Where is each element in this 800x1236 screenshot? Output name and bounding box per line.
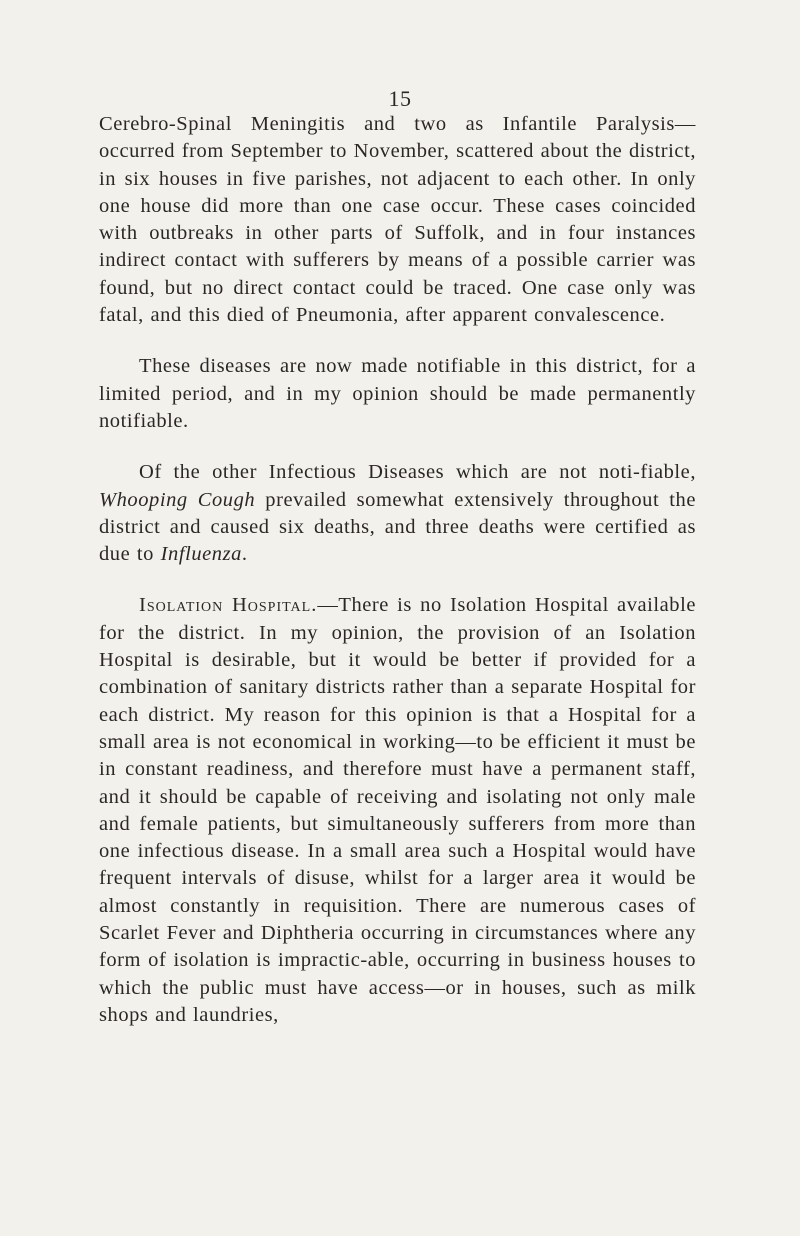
paragraph-other-diseases-text-3: .	[241, 543, 248, 566]
influenza-term: Influenza	[160, 543, 242, 566]
body-text	[99, 111, 696, 1053]
paragraph-other-diseases-text-1: Of the other Infectious Diseases which are not noti-fiable,	[139, 461, 696, 484]
whooping-cough-term: Whooping Cough	[99, 488, 256, 511]
paragraph-meningitis: Cerebro-Spinal Meningitis and two as Infantile Paralysis—occurred from September to November, scattered about the district, in six houses in five parishes, not adjacent to each other. In only one house did more than one case occur. These cases coincided with outbreaks in other parts of Suffolk, and in four instances indirect contact with sufferers by means of a possible carrier was found, but no direct contact could be traced. One case only was fatal, and this died of Pneumonia, after apparent convalescence.	[99, 113, 696, 327]
paragraph-other-diseases	[99, 459, 696, 568]
paragraph-notifiable: These diseases are now made notifiable in this district, for a limited period, and in my opinion should be made permanently notifiable.	[99, 355, 696, 432]
isolation-hospital-text: —There is no Isolation Hospital available for the district. In my opinion, the provision of an Isolation Hospital is desirable, but it would be better if provided for a combination of sanitary districts rather than a separate Hospital for each district. My reason for this opinion is that a Hospital for a small area is not economical in working—to be efficient it must be in constant readiness, and therefore must have a permanent staff, and it should be capable of receiving and isolating not only male and female patients, but simultaneously sufferers from more than one infectious disease. In a small area such a Hospital would have frequent intervals of disuse, whilst for a larger area it would be almost constantly in requisition. There are numerous cases of Scarlet Fever and Diphtheria occurring in circumstances where any form of isolation is impractic-able, occurring in business houses to which the public must have access—or in houses, such as milk shops and laundries,	[99, 594, 696, 1026]
paragraph-other-diseases-text-2: prevailed somewhat extensively throughout the district and caused six deaths, and three deaths were certified as due to	[99, 488, 696, 566]
isolation-hospital-heading: Isolation Hospital.	[139, 594, 318, 617]
paragraph-isolation-hospital	[99, 592, 696, 1029]
page-number: 15	[388, 86, 412, 111]
